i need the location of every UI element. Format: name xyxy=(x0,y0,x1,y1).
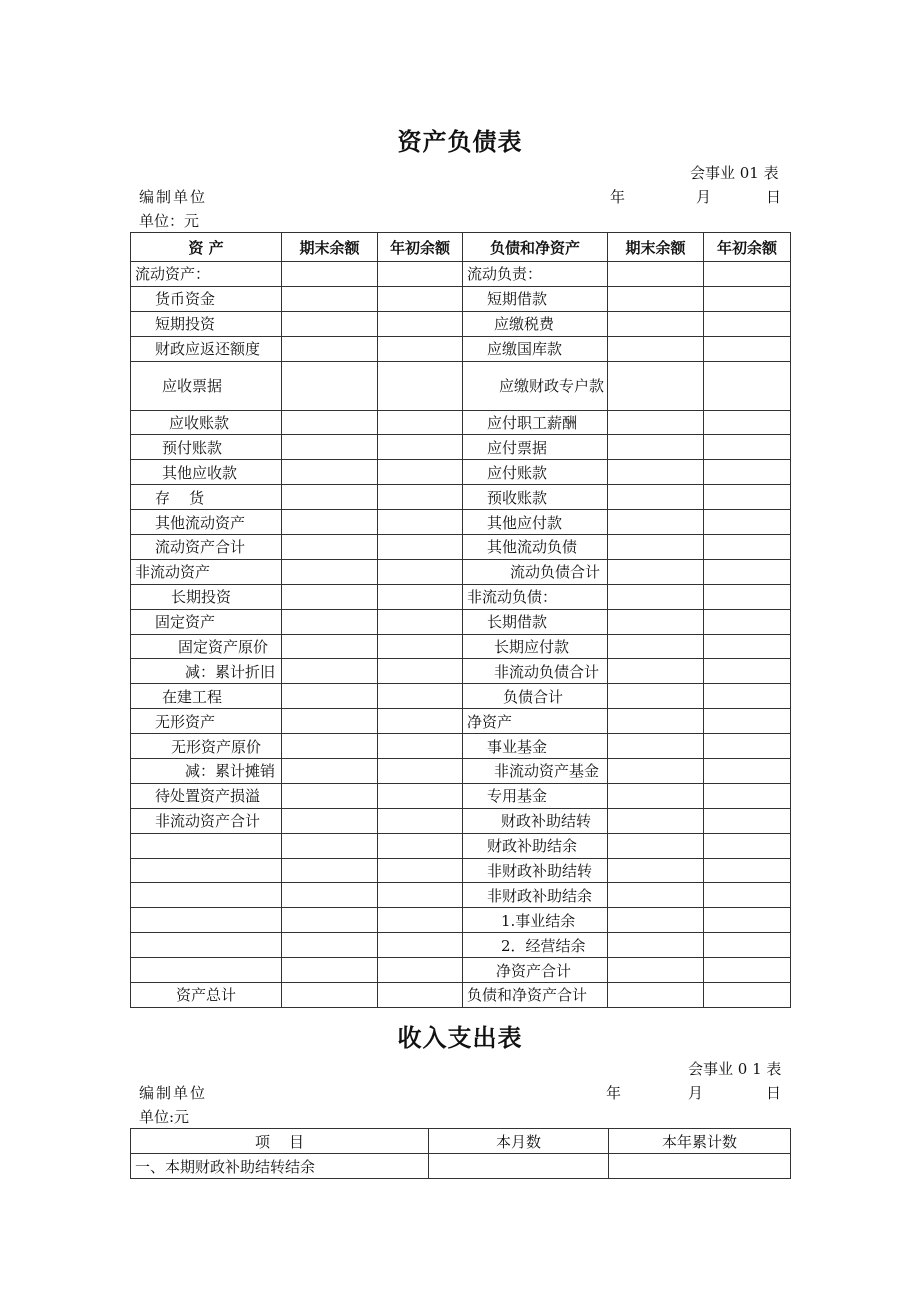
header-current-month: 本月数 xyxy=(429,1129,609,1154)
asset-end-cell xyxy=(282,535,378,560)
liab-begin-cell xyxy=(704,634,791,659)
liab-label: 其他应付款 xyxy=(463,510,608,535)
asset-begin-cell xyxy=(378,858,463,883)
asset-label: 流动资产： xyxy=(131,262,282,287)
liab-begin-cell xyxy=(704,435,791,460)
liab-end-cell xyxy=(608,858,704,883)
table-row xyxy=(131,361,791,410)
asset-end-cell xyxy=(282,659,378,684)
asset-begin-cell xyxy=(378,435,463,460)
liab-end-cell xyxy=(608,634,704,659)
item-label: 一、本期财政补助结转结余 xyxy=(131,1154,429,1179)
asset-end-cell xyxy=(282,983,378,1008)
liab-label: 流动负责： xyxy=(463,262,608,287)
asset-begin-cell xyxy=(378,659,463,684)
bs-form-code: 会事业 01 表 xyxy=(690,164,779,182)
ie-form-code: 会事业 0 1 表 xyxy=(688,1060,782,1078)
year-to-date-cell xyxy=(609,1154,791,1179)
liab-label: 净资产 xyxy=(463,709,608,734)
table-row xyxy=(131,759,791,784)
bs-compiler-label: 编制单位 xyxy=(139,188,208,206)
table-row xyxy=(131,410,791,435)
header-item: 项 目 xyxy=(131,1129,429,1154)
asset-end-cell xyxy=(282,336,378,361)
asset-label: 非流动资产 xyxy=(131,559,282,584)
ie-date-day: 日 xyxy=(766,1084,782,1102)
asset-begin-cell xyxy=(378,933,463,958)
asset-begin-cell xyxy=(378,535,463,560)
liab-end-cell xyxy=(608,958,704,983)
asset-label: 减：累计折旧 xyxy=(131,659,282,684)
liab-label: 非流动负债： xyxy=(463,584,608,609)
asset-begin-cell xyxy=(378,460,463,485)
table-row xyxy=(131,435,791,460)
liab-begin-cell xyxy=(704,684,791,709)
asset-begin-cell xyxy=(378,609,463,634)
table-row xyxy=(131,584,791,609)
header-liability: 负债和净资产 xyxy=(463,233,608,262)
liab-label: 财政补助结转 xyxy=(463,808,608,833)
liab-end-cell xyxy=(608,460,704,485)
asset-label: 货币资金 xyxy=(131,286,282,311)
asset-end-cell xyxy=(282,361,378,410)
asset-label: 财政应返还额度 xyxy=(131,336,282,361)
liab-end-cell xyxy=(608,262,704,287)
liab-end-cell xyxy=(608,435,704,460)
table-row xyxy=(131,684,791,709)
table-row xyxy=(131,958,791,983)
liab-label: 2．经营结余 xyxy=(463,933,608,958)
liab-end-cell xyxy=(608,684,704,709)
table-row xyxy=(131,609,791,634)
asset-end-cell xyxy=(282,709,378,734)
bs-date-month: 月 xyxy=(696,188,712,206)
liab-begin-cell xyxy=(704,609,791,634)
liab-begin-cell xyxy=(704,262,791,287)
asset-label: 短期投资 xyxy=(131,311,282,336)
asset-begin-cell xyxy=(378,559,463,584)
table-row xyxy=(131,286,791,311)
liab-label: 非财政补助结转 xyxy=(463,858,608,883)
liab-end-cell xyxy=(608,908,704,933)
asset-begin-cell xyxy=(378,311,463,336)
liab-end-cell xyxy=(608,311,704,336)
liab-label: 专用基金 xyxy=(463,783,608,808)
asset-label: 资产总计 xyxy=(131,983,282,1008)
liab-begin-cell xyxy=(704,808,791,833)
ie-unit-label: 单位:元 xyxy=(139,1108,190,1126)
liab-begin-cell xyxy=(704,510,791,535)
liab-begin-cell xyxy=(704,286,791,311)
liab-label: 其他流动负债 xyxy=(463,535,608,560)
ie-date-year: 年 xyxy=(606,1084,622,1102)
balance-sheet-table xyxy=(130,232,791,1008)
asset-end-cell xyxy=(282,634,378,659)
table-row xyxy=(131,983,791,1008)
liab-end-cell xyxy=(608,485,704,510)
liab-begin-cell xyxy=(704,709,791,734)
liab-end-cell xyxy=(608,808,704,833)
asset-end-cell xyxy=(282,559,378,584)
liab-end-cell xyxy=(608,336,704,361)
table-row xyxy=(131,510,791,535)
liab-label: 流动负债合计 xyxy=(463,559,608,584)
header-year-to-date: 本年累计数 xyxy=(609,1129,791,1154)
liab-label: 净资产合计 xyxy=(463,958,608,983)
asset-begin-cell xyxy=(378,833,463,858)
asset-label: 待处置资产损溢 xyxy=(131,783,282,808)
liab-begin-cell xyxy=(704,311,791,336)
asset-begin-cell xyxy=(378,709,463,734)
liab-label: 财政补助结余 xyxy=(463,833,608,858)
balance-sheet-title: 资产负债表 xyxy=(397,127,523,156)
asset-begin-cell xyxy=(378,759,463,784)
header-asset-end-balance: 期末余额 xyxy=(282,233,378,262)
asset-label: 无形资产原价 xyxy=(131,734,282,759)
table-row xyxy=(131,734,791,759)
liab-end-cell xyxy=(608,510,704,535)
asset-begin-cell xyxy=(378,634,463,659)
asset-begin-cell xyxy=(378,262,463,287)
asset-end-cell xyxy=(282,759,378,784)
asset-end-cell xyxy=(282,510,378,535)
liab-end-cell xyxy=(608,609,704,634)
liab-label: 应缴国库款 xyxy=(463,336,608,361)
asset-end-cell xyxy=(282,933,378,958)
asset-end-cell xyxy=(282,908,378,933)
asset-label: 应收账款 xyxy=(131,410,282,435)
table-row xyxy=(131,535,791,560)
liab-end-cell xyxy=(608,709,704,734)
bs-unit-label: 单位：元 xyxy=(139,212,200,230)
asset-begin-cell xyxy=(378,983,463,1008)
asset-begin-cell xyxy=(378,584,463,609)
asset-begin-cell xyxy=(378,684,463,709)
liab-begin-cell xyxy=(704,833,791,858)
liab-begin-cell xyxy=(704,485,791,510)
liab-begin-cell xyxy=(704,983,791,1008)
asset-end-cell xyxy=(282,460,378,485)
asset-label: 固定资产原价 xyxy=(131,634,282,659)
bs-date-day: 日 xyxy=(766,188,782,206)
liab-label: 事业基金 xyxy=(463,734,608,759)
asset-label: 应收票据 xyxy=(131,361,282,410)
asset-begin-cell xyxy=(378,808,463,833)
asset-label: 其他应收款 xyxy=(131,460,282,485)
table-row xyxy=(131,336,791,361)
asset-begin-cell xyxy=(378,361,463,410)
asset-end-cell xyxy=(282,410,378,435)
liab-begin-cell xyxy=(704,858,791,883)
asset-label: 其他流动资产 xyxy=(131,510,282,535)
asset-begin-cell xyxy=(378,734,463,759)
asset-end-cell xyxy=(282,958,378,983)
table-row xyxy=(131,908,791,933)
asset-end-cell xyxy=(282,286,378,311)
liab-end-cell xyxy=(608,783,704,808)
liab-end-cell xyxy=(608,559,704,584)
ie-compiler-label: 编制单位 xyxy=(139,1084,208,1102)
table-row xyxy=(131,262,791,287)
table-row xyxy=(131,883,791,908)
liab-label: 短期借款 xyxy=(463,286,608,311)
liab-end-cell xyxy=(608,833,704,858)
asset-end-cell xyxy=(282,262,378,287)
liab-end-cell xyxy=(608,286,704,311)
asset-label xyxy=(131,883,282,908)
asset-end-cell xyxy=(282,435,378,460)
liab-end-cell xyxy=(608,584,704,609)
liab-begin-cell xyxy=(704,759,791,784)
asset-end-cell xyxy=(282,311,378,336)
liab-end-cell xyxy=(608,983,704,1008)
table-row xyxy=(131,833,791,858)
asset-end-cell xyxy=(282,808,378,833)
liab-end-cell xyxy=(608,883,704,908)
header-liab-begin-balance: 年初余额 xyxy=(704,233,791,262)
table-row xyxy=(131,933,791,958)
liab-end-cell xyxy=(608,361,704,410)
liab-begin-cell xyxy=(704,883,791,908)
liab-label: 预收账款 xyxy=(463,485,608,510)
ie-date-month: 月 xyxy=(688,1084,704,1102)
asset-end-cell xyxy=(282,883,378,908)
table-row xyxy=(131,485,791,510)
asset-begin-cell xyxy=(378,510,463,535)
table-row xyxy=(131,311,791,336)
liab-end-cell xyxy=(608,410,704,435)
liab-begin-cell xyxy=(704,559,791,584)
liab-begin-cell xyxy=(704,410,791,435)
asset-label: 非流动资产合计 xyxy=(131,808,282,833)
asset-label: 减：累计摊销 xyxy=(131,759,282,784)
asset-label: 存 货 xyxy=(131,485,282,510)
asset-label: 长期投资 xyxy=(131,584,282,609)
asset-end-cell xyxy=(282,833,378,858)
liab-begin-cell xyxy=(704,783,791,808)
table-row xyxy=(131,460,791,485)
header-asset: 资 产 xyxy=(131,233,282,262)
table-row xyxy=(131,634,791,659)
asset-begin-cell xyxy=(378,286,463,311)
table-row xyxy=(131,808,791,833)
table-row xyxy=(131,1154,791,1179)
liab-label: 非流动负债合计 xyxy=(463,659,608,684)
asset-label: 预付账款 xyxy=(131,435,282,460)
table-row xyxy=(131,783,791,808)
asset-label: 在建工程 xyxy=(131,684,282,709)
asset-label xyxy=(131,908,282,933)
liab-end-cell xyxy=(608,759,704,784)
table-row xyxy=(131,709,791,734)
asset-end-cell xyxy=(282,485,378,510)
asset-label: 无形资产 xyxy=(131,709,282,734)
liab-begin-cell xyxy=(704,933,791,958)
asset-label xyxy=(131,858,282,883)
liab-end-cell xyxy=(608,535,704,560)
header-liab-end-balance: 期末余额 xyxy=(608,233,704,262)
table-row xyxy=(131,858,791,883)
liab-label: 应付职工薪酬 xyxy=(463,410,608,435)
asset-begin-cell xyxy=(378,410,463,435)
liab-end-cell xyxy=(608,933,704,958)
asset-begin-cell xyxy=(378,883,463,908)
asset-end-cell xyxy=(282,783,378,808)
liab-begin-cell xyxy=(704,734,791,759)
asset-end-cell xyxy=(282,584,378,609)
asset-end-cell xyxy=(282,858,378,883)
liab-begin-cell xyxy=(704,584,791,609)
liab-label: 长期借款 xyxy=(463,609,608,634)
asset-label xyxy=(131,833,282,858)
liab-label: 非流动资产基金 xyxy=(463,759,608,784)
liab-begin-cell xyxy=(704,958,791,983)
liab-label: 非财政补助结余 xyxy=(463,883,608,908)
liab-begin-cell xyxy=(704,336,791,361)
liab-end-cell xyxy=(608,734,704,759)
asset-label xyxy=(131,933,282,958)
header-asset-begin-balance: 年初余额 xyxy=(378,233,463,262)
liab-label: 负债和净资产合计 xyxy=(463,983,608,1008)
table-row xyxy=(131,559,791,584)
liab-begin-cell xyxy=(704,361,791,410)
liab-begin-cell xyxy=(704,908,791,933)
liab-begin-cell xyxy=(704,659,791,684)
asset-begin-cell xyxy=(378,783,463,808)
bs-date-year: 年 xyxy=(610,188,626,206)
liab-label: 应缴税费 xyxy=(463,311,608,336)
liab-label: 应缴财政专户款 xyxy=(463,361,608,410)
liab-begin-cell xyxy=(704,460,791,485)
liab-begin-cell xyxy=(704,535,791,560)
liab-end-cell xyxy=(608,659,704,684)
asset-begin-cell xyxy=(378,908,463,933)
asset-begin-cell xyxy=(378,336,463,361)
liab-label: 1.事业结余 xyxy=(463,908,608,933)
liab-label: 负债合计 xyxy=(463,684,608,709)
liab-label: 长期应付款 xyxy=(463,634,608,659)
income-statement-title: 收入支出表 xyxy=(397,1023,523,1052)
asset-end-cell xyxy=(282,734,378,759)
liab-label: 应付票据 xyxy=(463,435,608,460)
asset-label: 流动资产合计 xyxy=(131,535,282,560)
table-row xyxy=(131,659,791,684)
current-month-cell xyxy=(429,1154,609,1179)
asset-begin-cell xyxy=(378,958,463,983)
asset-begin-cell xyxy=(378,485,463,510)
liab-label: 应付账款 xyxy=(463,460,608,485)
income-statement-table xyxy=(130,1128,791,1179)
asset-label xyxy=(131,958,282,983)
asset-end-cell xyxy=(282,684,378,709)
asset-end-cell xyxy=(282,609,378,634)
asset-label: 固定资产 xyxy=(131,609,282,634)
